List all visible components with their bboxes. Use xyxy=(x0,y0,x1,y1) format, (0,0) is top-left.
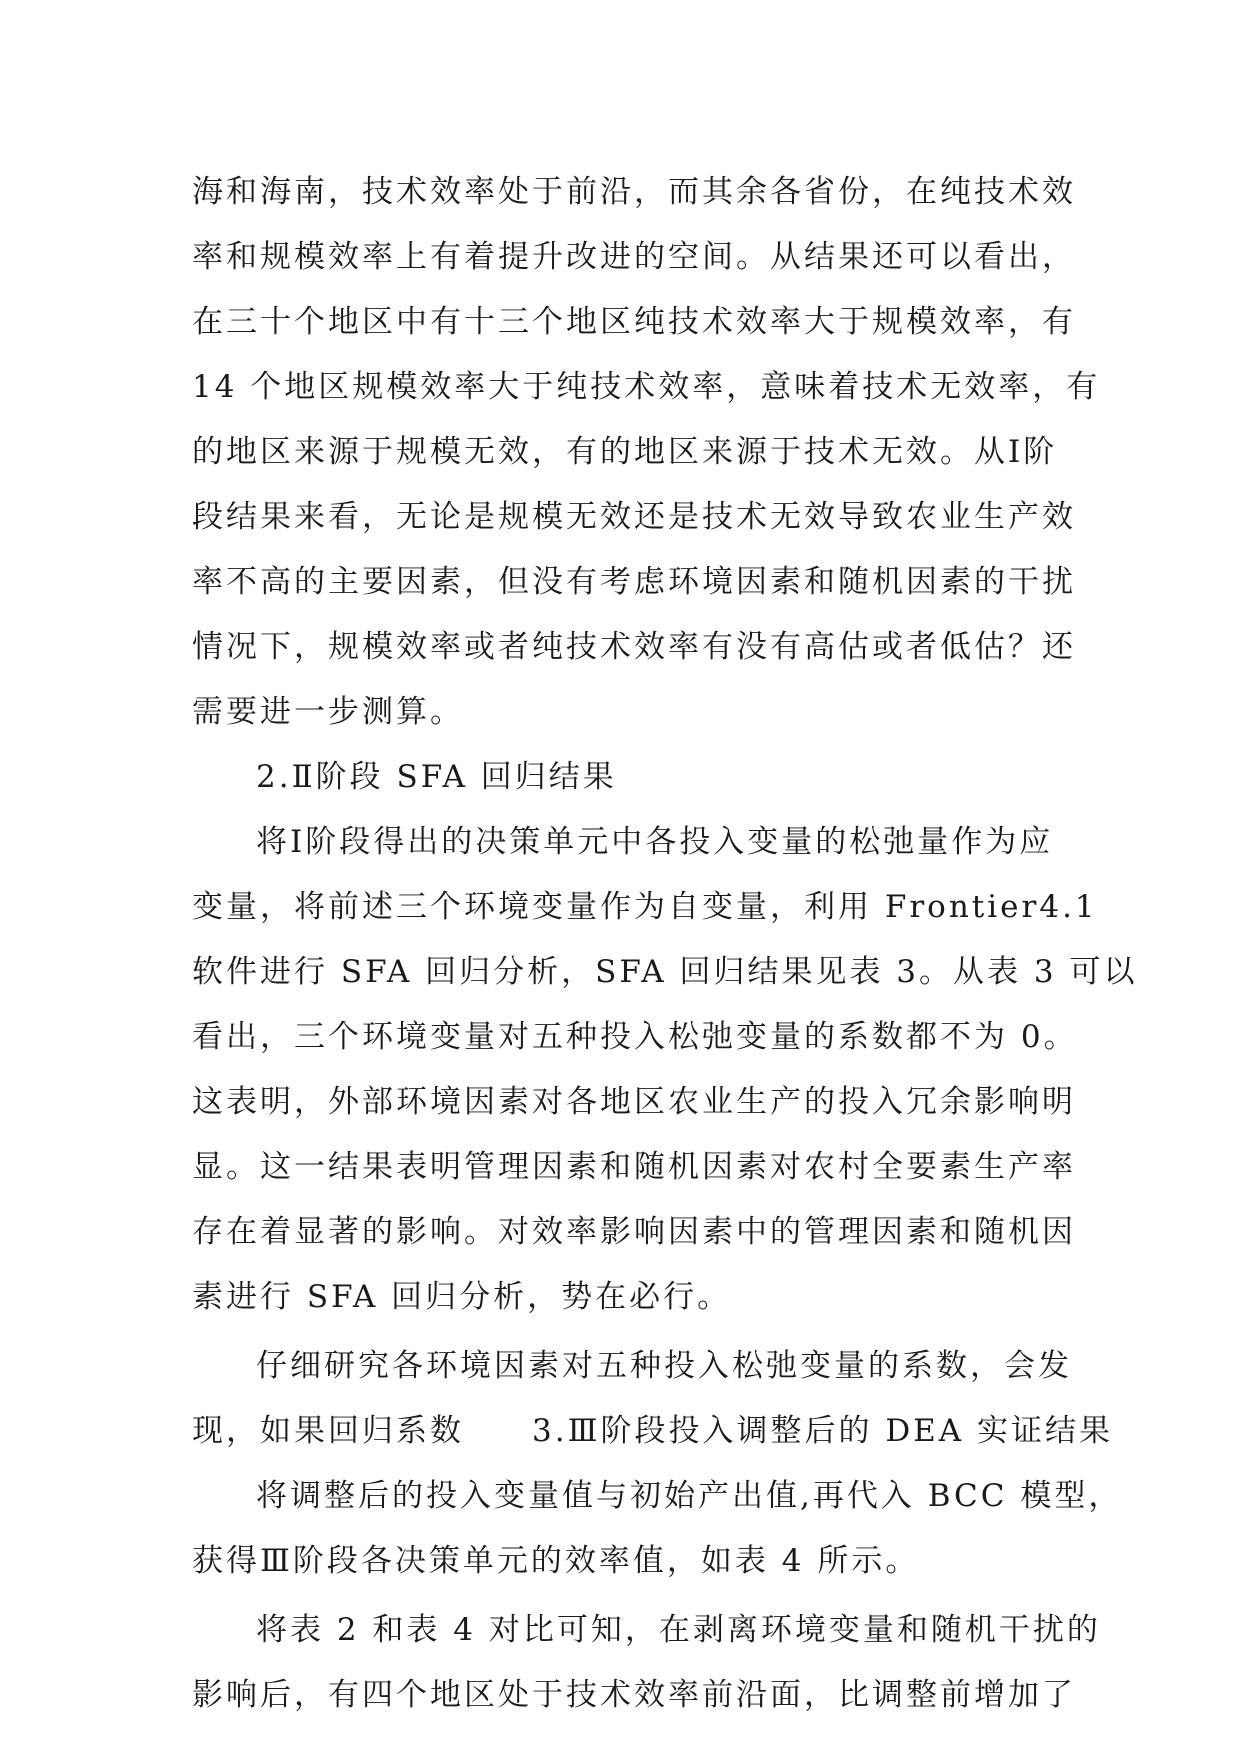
text-line: 需要进一步测算。 xyxy=(192,694,464,730)
text-line: 这表明，外部环境因素对各地区农业生产的投入冗余影响明 xyxy=(192,1084,1076,1120)
text-line: 素进行 SFA 回归分析，势在必行。 xyxy=(192,1279,732,1315)
text-line: 变量，将前述三个环境变量作为自变量，利用 Frontier4.1 xyxy=(192,889,1098,925)
text-line: 显。这一结果表明管理因素和随机因素对农村全要素生产率 xyxy=(192,1149,1076,1185)
text-line: 获得Ⅲ阶段各决策单元的效率值，如表 4 所示。 xyxy=(192,1543,920,1579)
text-line: 看出，三个环境变量对五种投入松弛变量的系数都不为 0。 xyxy=(192,1019,1078,1055)
text-line: 将Ⅰ阶段得出的决策单元中各投入变量的松弛量作为应 xyxy=(256,824,1054,860)
text-line: 14 个地区规模效率大于纯技术效率，意味着技术无效率，有 xyxy=(192,369,1101,405)
text-line: 现，如果回归系数 3.Ⅲ阶段投入调整后的 DEA 实证结果 xyxy=(192,1413,1114,1449)
text-line: 软件进行 SFA 回归分析，SFA 回归结果见表 3。从表 3 可以 xyxy=(192,954,1138,990)
text-line: 在三十个地区中有十三个地区纯技术效率大于规模效率，有 xyxy=(192,304,1076,340)
text-line: 仔细研究各环境因素对五种投入松弛变量的系数，会发 xyxy=(256,1348,1072,1384)
text-line: 的地区来源于规模无效，有的地区来源于技术无效。从Ⅰ阶 xyxy=(192,434,1058,470)
text-line: 存在着显著的影响。对效率影响因素中的管理因素和随机因 xyxy=(192,1214,1076,1250)
text-line: 影响后，有四个地区处于技术效率前沿面，比调整前增加了 xyxy=(192,1677,1076,1713)
text-line: 将调整后的投入变量值与初始产出值,再代入 BCC 模型， xyxy=(256,1478,1123,1514)
body-text xyxy=(192,160,1138,1728)
text-line: 情况下，规模效率或者纯技术效率有没有高估或者低估？还 xyxy=(192,629,1076,665)
section-heading: 2.Ⅱ阶段 SFA 回归结果 xyxy=(256,759,617,795)
text-line: 海和海南，技术效率处于前沿，而其余各省份，在纯技术效 xyxy=(192,174,1076,210)
text-line: 将表 2 和表 4 对比可知，在剥离环境变量和随机干扰的 xyxy=(256,1612,1101,1648)
text-line: 率和规模效率上有着提升改进的空间。从结果还可以看出， xyxy=(192,239,1076,275)
text-line: 率不高的主要因素，但没有考虑环境因素和随机因素的干扰 xyxy=(192,564,1076,600)
text-line: 段结果来看，无论是规模无效还是技术无效导致农业生产效 xyxy=(192,499,1076,535)
